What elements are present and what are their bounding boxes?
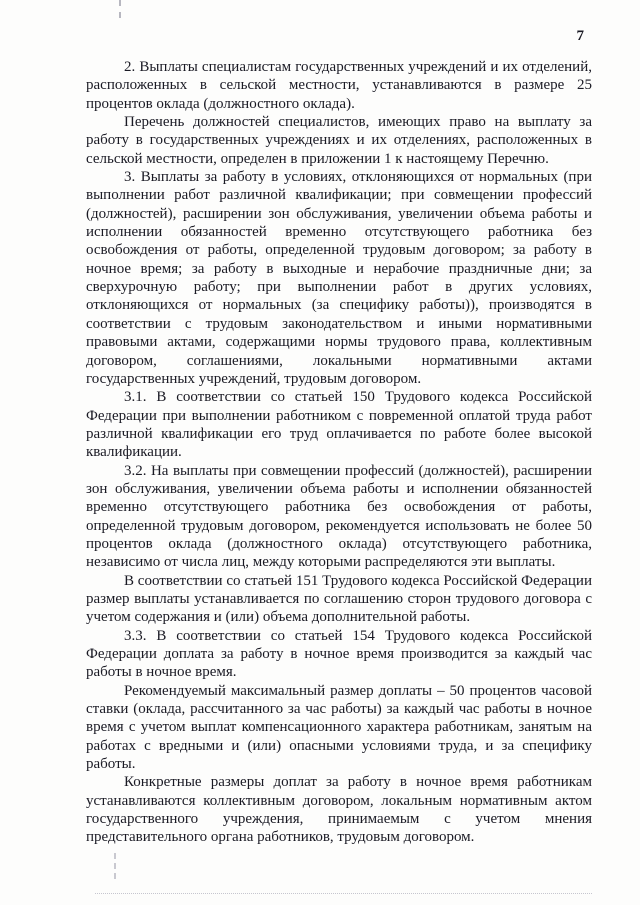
paragraph-article-151: В соответствии со статьей 151 Трудового кодекса Российской Федерации размер выплаты устанавливается по соглашению сторон трудового договора с учетом содержания и (или) объема дополнительной работы. [86, 572, 592, 626]
scan-artifact-top-mark [119, 0, 121, 18]
paragraph-3-1: 3.1. В соответствии со статьей 150 Трудового кодекса Российской Федерации при выполнении работником с повременной оплатой труда работ различной квалификации его труд оплачивается по работе более высокой квалификации. [86, 389, 592, 461]
paragraph-3: 3. Выплаты за работу в условиях, отклоняющихся от нормальных (при выполнении работ различной квалификации; при совмещении профессий (должностей), расширении зон обслуживания, увеличении объема работы и исполнении обязанностей временно отсутствующего работника без освобождения от работы, определенной трудовым договором; за работу в ночное время; за работу в выходные и нерабочие праздничные дни; за сверхурочную работу; при выполнении работ в других условиях, отклоняющихся от нормальных (за специфику работы)), производятся в соответствии с трудовым законодательством и иными нормативными правовыми актами, содержащими нормы трудового права, коллективным договором, соглашениями, локальными нормативными актами государственных учреждений, трудовым договором. [86, 169, 592, 387]
paragraph-perechen: Перечень должностей специалистов, имеющих право на выплату за работу в государственных учреждениях и их отделениях, расположенных в сельской местности, определен в приложении 1 к настоящему Перечню. [86, 114, 592, 167]
paragraph-concrete-sizes: Конкретные размеры доплат за работу в ночное время работникам устанавливаются коллективным договором, локальным нормативным актом государственного учреждения, принимаемым с учетом мнения представительного органа работников, трудовым договором. [86, 774, 592, 846]
paragraph-2: 2. Выплаты специалистам государственных учреждений и их отделений, расположенных в сельской местности, устанавливаются в размере 25 процентов оклада (должностного оклада). [86, 59, 592, 112]
paragraph-3-2: 3.2. На выплаты при совмещении профессий (должностей), расширении зон обслуживания, увеличении объема работы и исполнении обязанностей временно отсутствующего работника без освобождения от работы, определенной трудовым договором, рекомендуется использовать не более 50 процентов оклада (должностного оклада) отсутствующего работника, независимо от числа лиц, между которыми распределяются эти выплаты. [86, 462, 592, 571]
scan-artifact-bottom-line [95, 893, 592, 894]
document-body [86, 58, 592, 847]
paragraph-3-3: 3.3. В соответствии со статьей 154 Трудового кодекса Российской Федерации доплата за работу в ночное время производится за каждый час работы в ночное время. [86, 627, 592, 681]
paragraph-recommended-size: Рекомендуемый максимальный размер доплаты – 50 процентов часовой ставки (оклада, рассчитанного за час работы) за каждый час работы в ночное время с учетом выплат компенсационного характера работникам, занятым на работах с вредными и (или) опасными условиями труда, и за специфику работы. [86, 682, 592, 773]
page-number: 7 [576, 28, 584, 44]
scan-artifact-bottom-mark [114, 853, 116, 879]
